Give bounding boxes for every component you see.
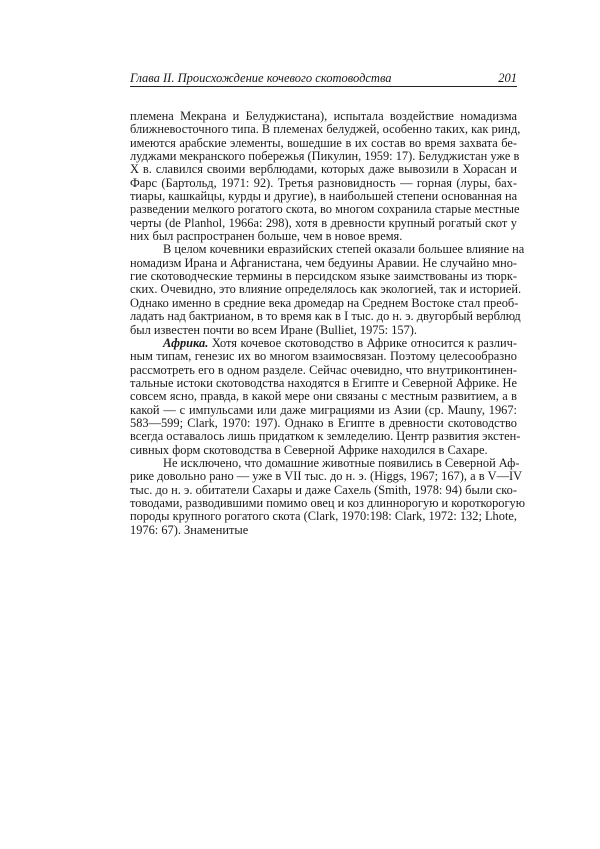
text-line bbox=[130, 404, 517, 417]
line-text: них был распространен больше, чем в новое время. bbox=[130, 229, 403, 244]
section-heading: Африка. bbox=[163, 335, 209, 350]
line-text: имеются арабские элементы, вошедшие в их состав во время захвата бе- bbox=[130, 135, 517, 150]
line-text: луджами мекранского побережья (Пикулин, 1959: 17). Белуджистан уже в bbox=[130, 149, 520, 164]
text-line bbox=[130, 270, 517, 283]
text-line bbox=[130, 377, 517, 390]
line-text: 1976: 67). Знаменитые bbox=[130, 522, 249, 537]
chapter-title: Глава II. Происхождение кочевого скотоводства bbox=[130, 71, 392, 85]
text-line bbox=[130, 163, 517, 176]
line-text: рике довольно рано — уже в VII тыс. до н. э. (Higgs, 1967; 167), а в V—IV bbox=[130, 469, 523, 484]
text-line bbox=[130, 524, 517, 537]
text-line bbox=[130, 510, 517, 523]
text-line bbox=[130, 122, 521, 137]
line-text: черты (de Planhol, 1966а: 298), хотя в древности крупный рогатый скот у bbox=[130, 215, 517, 230]
text-line bbox=[130, 484, 517, 497]
line-text: Хотя кочевое скотоводство в Африке относится к различ- bbox=[211, 335, 517, 350]
paragraph bbox=[130, 335, 521, 457]
text-line bbox=[130, 110, 517, 123]
text-line bbox=[130, 257, 517, 270]
text-line bbox=[130, 149, 520, 164]
line-text: ным типам, генезис их во многом взаимосвязан. Поэтому целесообразно bbox=[130, 349, 517, 364]
text-line bbox=[130, 417, 517, 430]
text-line bbox=[130, 297, 517, 310]
paragraph bbox=[130, 242, 525, 337]
text-line bbox=[130, 350, 517, 363]
line-text: всегда оставалось лишь придатком к земледелию. Центр развития экстен- bbox=[130, 429, 521, 444]
text-line bbox=[130, 324, 517, 337]
text-line bbox=[130, 202, 520, 217]
text-line bbox=[130, 495, 526, 510]
line-text: В целом кочевники евразийских степей оказали большее влияние на bbox=[163, 242, 525, 257]
line-text: X в. славился своими верблюдами, которых даже вывозили в Хорасан и bbox=[130, 162, 517, 177]
text-line bbox=[130, 309, 521, 324]
paragraph bbox=[130, 109, 521, 244]
text-line bbox=[130, 137, 517, 150]
running-header bbox=[130, 71, 517, 87]
line-text: гие скотоводческие термины в персидском языке заимствованы из тюрк- bbox=[130, 269, 517, 284]
line-text: племена Мекрана и Белуджистана), испытала воздействие номадизма bbox=[130, 109, 517, 123]
line-text: Не исключено, что домашние животные появились в Северной Аф- bbox=[163, 455, 520, 470]
page-number: 201 bbox=[498, 71, 517, 85]
line-text: рассмотреть его в одном разделе. Сейчас очевидно, что внутриконтинен- bbox=[130, 362, 517, 377]
line-text: ладать над бактрианом, в то время как в I тыс. до н. э. двугорбый верблюд bbox=[130, 309, 521, 324]
line-text: породы крупного рогатого скота (Clark, 1970:198: Clark, 1972: 132; Lhote, bbox=[130, 509, 517, 524]
paragraph bbox=[130, 455, 526, 537]
line-text: сивных форм скотоводства в Северной Африке находился в Сахаре. bbox=[130, 442, 488, 457]
text-line bbox=[130, 177, 517, 190]
line-text: тиары, кашкайцы, курды и другие), в наибольшей степени основанная на bbox=[130, 189, 518, 204]
text-line bbox=[130, 390, 517, 403]
line-text: тальные истоки скотоводства находятся в Египте и Северной Африке. Не bbox=[130, 375, 517, 390]
text-line bbox=[130, 230, 517, 243]
line-text: ских. Очевидно, это влияние определялось как экологией, так и историей. bbox=[130, 282, 522, 297]
text-line bbox=[130, 469, 523, 484]
text-line bbox=[130, 217, 517, 230]
text-line bbox=[130, 282, 522, 297]
text-line bbox=[130, 429, 521, 444]
line-text: был известен почти во всем Иране (Bulliet, 1975: 157). bbox=[130, 322, 418, 337]
text-line bbox=[130, 455, 520, 470]
line-text: 583—599; Clark, 1970: 197). Однако в Египте в древности скотоводство bbox=[130, 415, 517, 430]
line-text: Однако именно в средние века дромедар на Среднем Востоке стал преоб- bbox=[130, 295, 519, 310]
line-text: ближневосточного типа. В племенах белуджей, особенно таких, как ринд, bbox=[130, 122, 521, 137]
text-line bbox=[130, 337, 517, 350]
page-body bbox=[130, 109, 526, 537]
text-line bbox=[130, 242, 525, 257]
line-text: совсем ясно, правда, в какой мере они связаны с местным развитием, а в bbox=[130, 389, 517, 404]
text-line bbox=[130, 364, 517, 377]
line-text: Фарс (Бартольд, 1971: 92). Третья разновидность — горная (луры, бах- bbox=[130, 175, 517, 190]
text-line bbox=[130, 444, 517, 457]
line-text: товодами, разводившими помимо овец и коз длиннорогую и короткорогую bbox=[130, 495, 526, 510]
text-line bbox=[130, 190, 517, 203]
line-text: разведении мелкого рогатого скота, во многом сохранила старые местные bbox=[130, 202, 520, 217]
line-text: номадизм Ирана и Афганистана, чем бедуины Аравии. Не случайно мно- bbox=[130, 255, 518, 270]
line-text: тыс. до н. э. обитатели Сахары и даже Сахель (Smith, 1978: 94) были ско- bbox=[130, 482, 517, 497]
line-text: какой — с импульсами или даже миграциями из Азии (ср. Mauny, 1967: bbox=[130, 402, 517, 417]
